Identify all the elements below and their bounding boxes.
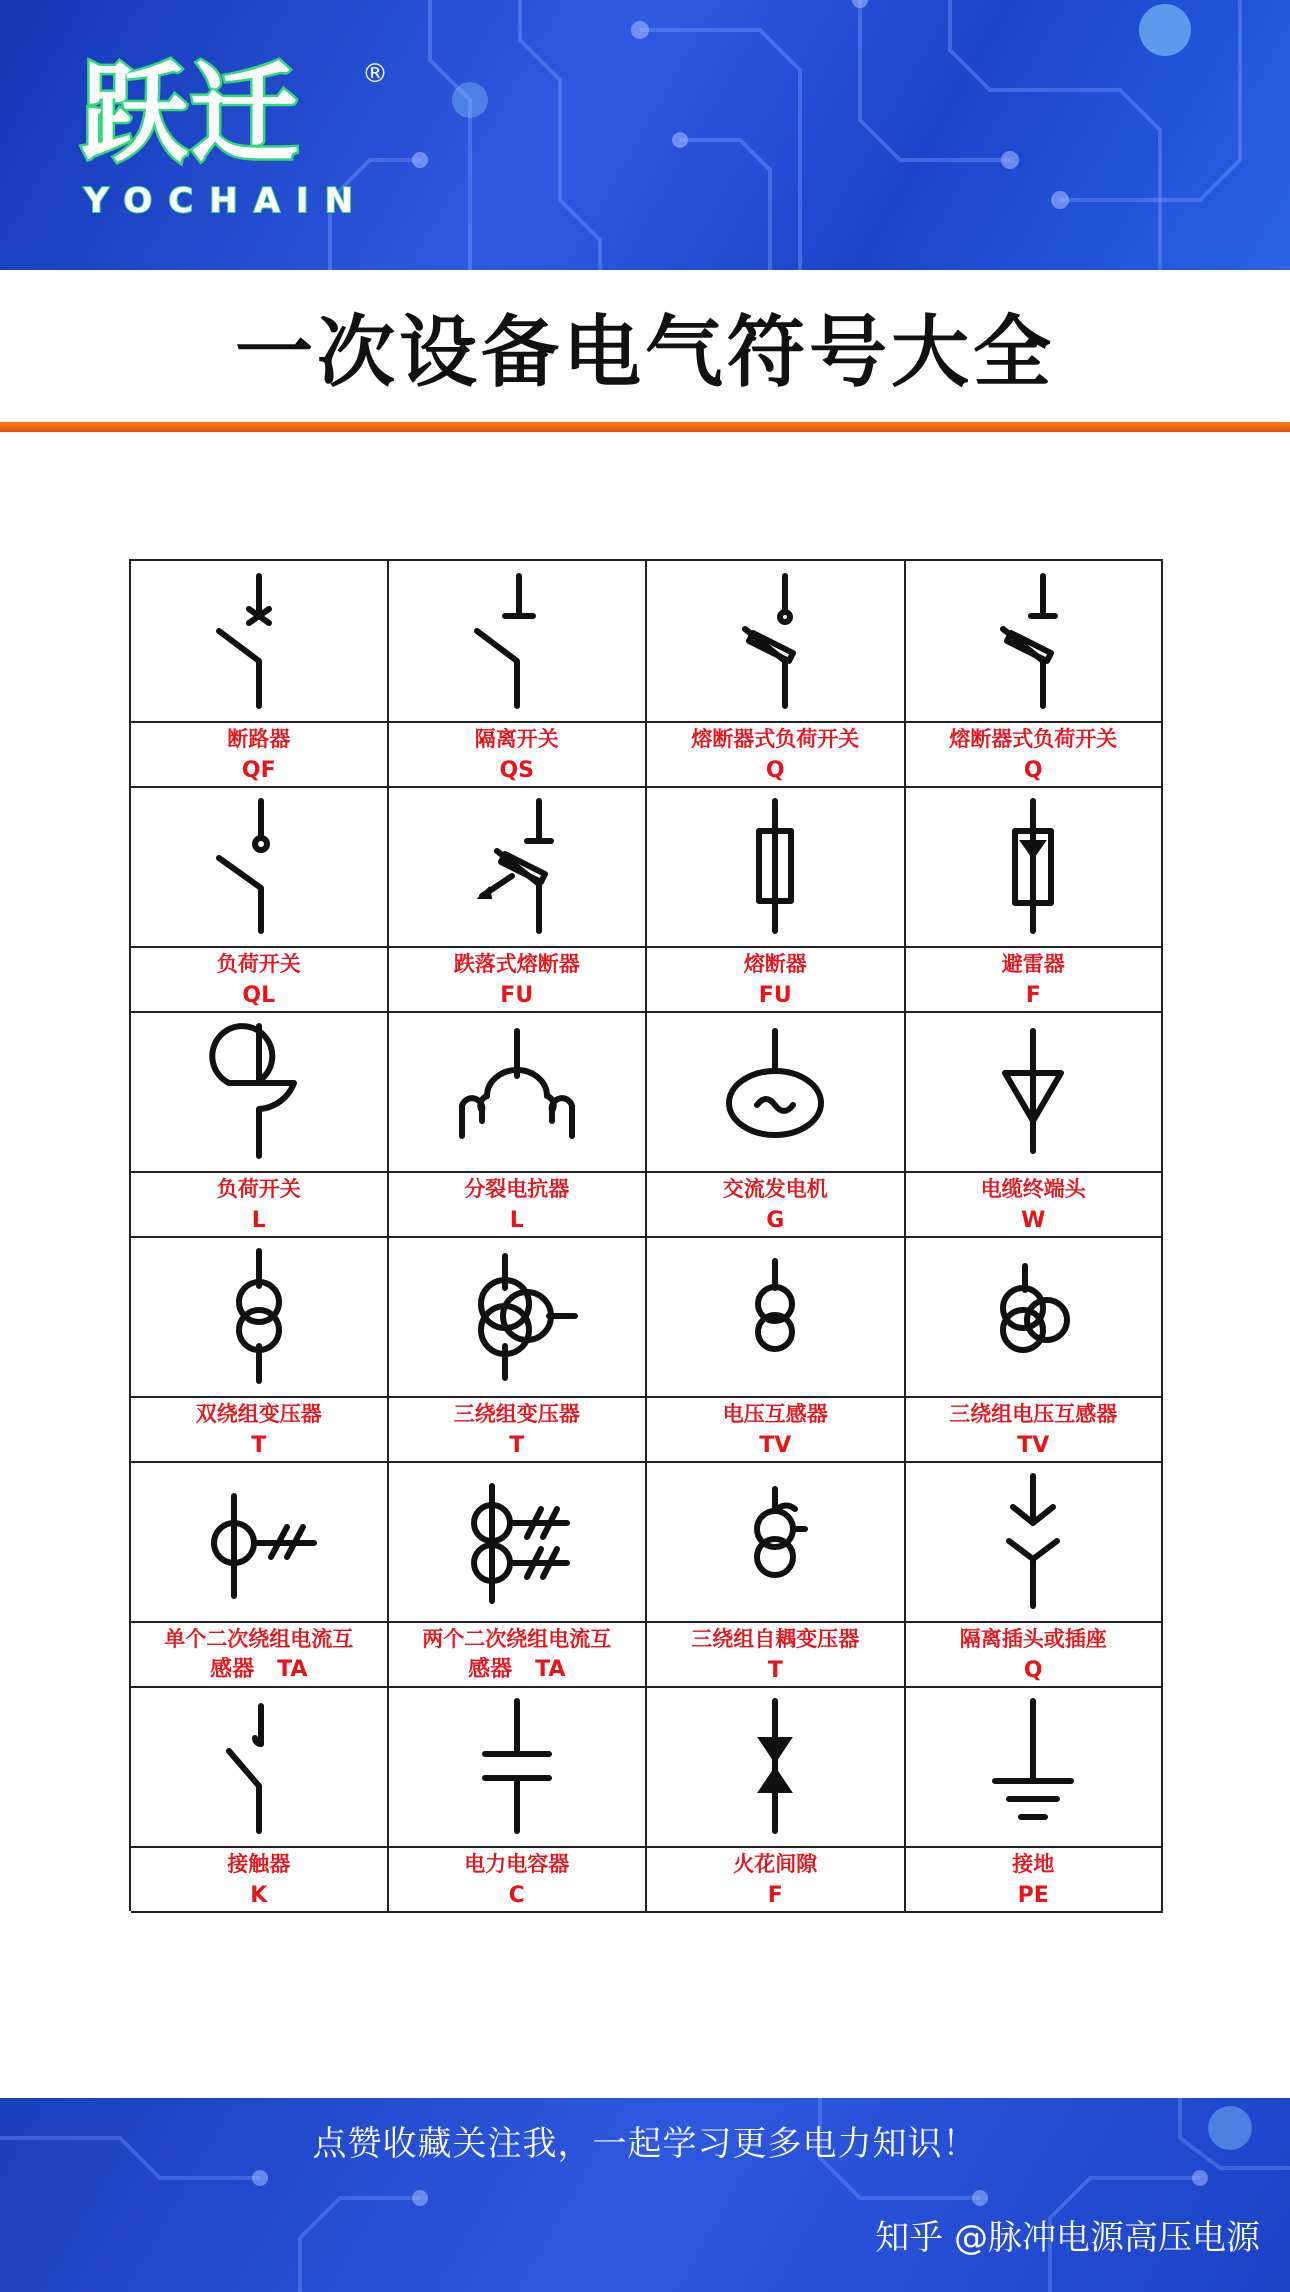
table-row: [131, 1686, 1163, 1911]
symbol-cell: [131, 786, 389, 1013]
symbol-cell: [906, 1686, 1164, 1913]
symbol-code: TV: [759, 1432, 792, 1458]
symbol-cell: [906, 1011, 1164, 1238]
symbol-code: T: [767, 1657, 783, 1683]
symbol-name: 交流发电机: [722, 1176, 828, 1201]
symbol-code: T: [251, 1432, 267, 1458]
load-switch-icon: [199, 796, 319, 936]
fuse-load-switch-icon: [715, 571, 835, 711]
symbol-name: 负荷开关: [216, 951, 301, 976]
footer-message: 点赞收藏关注我，一起学习更多电力知识！: [312, 2124, 978, 2164]
contactor-icon: [199, 1696, 319, 1836]
symbol-cell: [131, 1011, 389, 1238]
symbol-cell: [389, 1011, 648, 1238]
circuit-breaker-icon: [199, 571, 319, 711]
table-row: [131, 786, 1163, 1011]
fuse-load-switch-alt-icon: [973, 571, 1093, 711]
plug-socket-icon: [973, 1471, 1093, 1611]
symbol-name: 三绕组电压互感器: [949, 1401, 1118, 1426]
symbol-name: 隔离开关: [474, 726, 559, 751]
brand-name-en: YOCHAIN: [84, 181, 370, 221]
symbol-cell: [647, 1461, 906, 1688]
symbol-code: QS: [499, 757, 535, 783]
table-row: [131, 1461, 1163, 1686]
orange-divider: [0, 422, 1290, 432]
symbol-cell: [906, 1236, 1164, 1463]
brand-name-cn: 跃迁: [80, 52, 301, 177]
symbol-code: F: [767, 1882, 783, 1908]
double-current-transformer-icon: [447, 1471, 587, 1611]
symbol-cell: [389, 1236, 648, 1463]
symbol-name-line2: 感器: [468, 1657, 513, 1682]
two-winding-transformer-icon: [199, 1246, 319, 1386]
symbol-code: FU: [758, 982, 792, 1008]
single-current-transformer-icon: [189, 1471, 329, 1611]
symbol-code: FU: [500, 982, 534, 1008]
voltage-transformer-icon: [715, 1246, 835, 1386]
symbol-name: 跌落式熔断器: [453, 951, 580, 976]
symbol-name: 双绕组变压器: [195, 1401, 322, 1426]
symbol-code: L: [251, 1207, 266, 1233]
symbol-code: W: [1021, 1207, 1046, 1233]
symbol-cell: [647, 786, 906, 1013]
title-band: [0, 270, 1290, 422]
three-winding-transformer-icon: [447, 1246, 587, 1386]
symbol-table: [129, 559, 1163, 1911]
symbol-cell: [906, 561, 1164, 788]
three-winding-voltage-transformer-icon: [963, 1246, 1103, 1386]
symbol-code: C: [508, 1882, 525, 1908]
surge-arrester-icon: [973, 796, 1093, 936]
fuse-icon: [715, 796, 835, 936]
footer-credit: 知乎 @脉冲电源高压电源: [875, 2218, 1260, 2258]
symbol-code: G: [766, 1207, 785, 1233]
capacitor-icon: [457, 1696, 577, 1836]
symbol-code: TA: [535, 1657, 566, 1682]
reactor-icon: [199, 1021, 319, 1161]
drop-out-fuse-icon: [457, 796, 577, 936]
symbol-code: PE: [1017, 1882, 1049, 1908]
symbol-code: QF: [241, 757, 276, 783]
symbol-code: TA: [277, 1657, 308, 1682]
symbol-cell: [389, 561, 648, 788]
symbol-cell: [131, 1461, 389, 1688]
page-title: 一次设备电气符号大全: [234, 308, 1055, 398]
symbol-code: Q: [1023, 1657, 1043, 1683]
ground-icon: [973, 1696, 1093, 1836]
table-row: [131, 1236, 1163, 1461]
symbol-name: 避雷器: [1001, 951, 1065, 976]
brand-logo: [80, 52, 410, 225]
ac-generator-icon: [715, 1021, 835, 1161]
symbol-cell: [647, 1236, 906, 1463]
table-row: [131, 561, 1163, 786]
symbol-code: F: [1025, 982, 1041, 1008]
symbol-code: QL: [242, 982, 276, 1008]
symbol-name: 接地: [1012, 1851, 1055, 1876]
symbol-name: 火花间隙: [733, 1851, 818, 1876]
symbol-code: L: [509, 1207, 524, 1233]
symbol-name-line2: 感器: [210, 1657, 255, 1682]
symbol-code: K: [250, 1882, 268, 1908]
symbol-name: 熔断器式负荷开关: [691, 726, 860, 751]
symbol-cell: [906, 786, 1164, 1013]
symbol-cell: [131, 561, 389, 788]
footer-banner: [0, 2098, 1290, 2292]
symbol-code: Q: [765, 757, 785, 783]
symbol-name: 隔离插头或插座: [959, 1626, 1107, 1651]
symbol-cell: [389, 1461, 648, 1688]
symbol-name-line1: 两个二次绕组电流互: [422, 1627, 612, 1651]
table-row: [131, 1011, 1163, 1236]
symbol-cell: [647, 1011, 906, 1238]
symbol-name: 熔断器: [743, 951, 807, 976]
split-reactor-icon: [447, 1021, 587, 1161]
symbol-code: TV: [1017, 1432, 1050, 1458]
symbol-name: 接触器: [227, 1851, 291, 1876]
symbol-name-line1: 单个二次绕组电流互: [164, 1627, 354, 1651]
symbol-cell: [906, 1461, 1164, 1688]
symbol-cell: [131, 1236, 389, 1463]
symbol-name: 负荷开关: [216, 1176, 301, 1201]
symbol-name: 电压互感器: [722, 1401, 828, 1426]
symbol-name: 分裂电抗器: [464, 1176, 570, 1201]
symbol-name: 电缆终端头: [980, 1176, 1086, 1201]
symbol-name: 断路器: [227, 726, 291, 751]
symbol-name: 三绕组变压器: [453, 1401, 580, 1426]
symbol-code: Q: [1023, 757, 1043, 783]
symbol-cell: [389, 1686, 648, 1913]
spark-gap-icon: [715, 1696, 835, 1836]
symbol-code: T: [509, 1432, 525, 1458]
symbol-cell: [647, 1686, 906, 1913]
symbol-name: 熔断器式负荷开关: [949, 726, 1118, 751]
disconnector-icon: [457, 571, 577, 711]
header-banner: [0, 0, 1290, 270]
registered-mark: ®: [362, 59, 388, 89]
symbol-name: 三绕组自耦变压器: [691, 1626, 860, 1651]
symbol-cell: [131, 1686, 389, 1913]
autotransformer-icon: [715, 1471, 835, 1611]
symbol-cell: [389, 786, 648, 1013]
cable-terminal-icon: [973, 1021, 1093, 1161]
symbol-cell: [647, 561, 906, 788]
symbol-name: 电力电容器: [464, 1851, 570, 1876]
